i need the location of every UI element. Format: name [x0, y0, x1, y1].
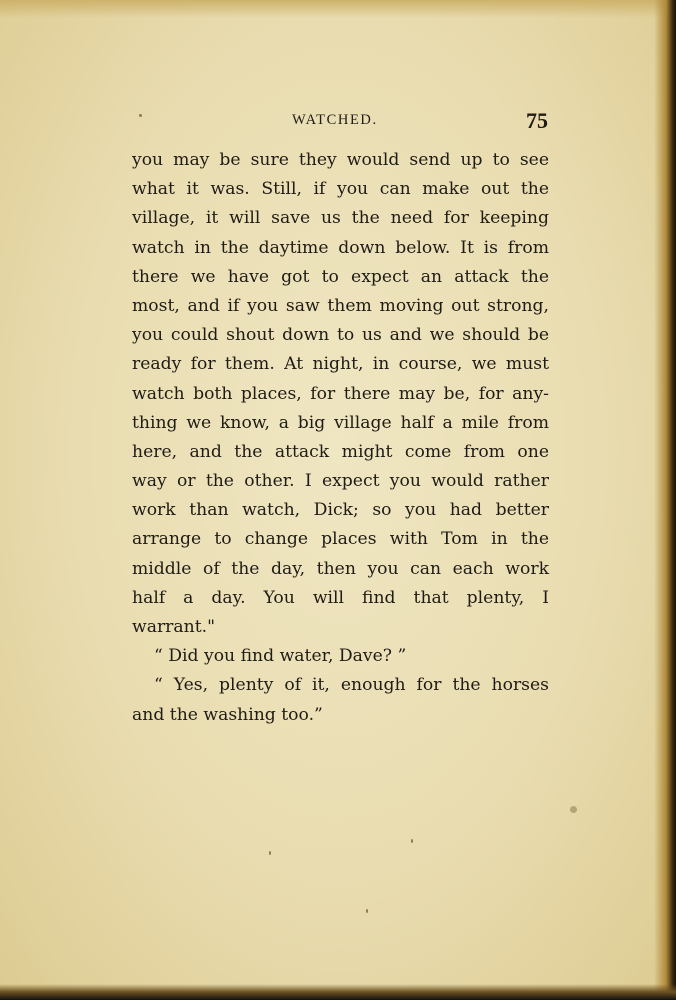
text-line: village, it will save us the need for keeping: [132, 208, 549, 229]
text-line: watch in the daytime down below. It is from: [132, 237, 549, 258]
page-binding-edge: [654, 0, 676, 1000]
paragraph-main: [132, 146, 549, 642]
text-line: you may be sure they would send up to see: [132, 150, 549, 170]
paper-speck: [570, 806, 577, 813]
paragraph-question: [132, 642, 549, 671]
paper-speck: [411, 839, 413, 843]
paragraph-answer: [132, 671, 549, 729]
text-line: “ Did you find water, Dave? ”: [154, 646, 407, 667]
running-head: [132, 110, 552, 136]
text-line: most, and if you saw them moving out strong,: [132, 295, 549, 316]
text-line: half a day. You will find that plenty, I: [132, 587, 549, 608]
text-line: watch both places, for there may be, for any-: [132, 383, 549, 404]
chapter-title: WATCHED.: [292, 112, 378, 128]
text-line: and the washing too.”: [132, 704, 323, 725]
text-line: work than watch, Dick; so you had better: [132, 500, 549, 521]
paper-speck: [139, 114, 142, 117]
text-line: there we have got to expect an attack the: [132, 266, 549, 287]
text-line: “ Yes, plenty of it, enough for the horses: [154, 675, 549, 696]
text-line: middle of the day, then you can each work: [132, 558, 549, 579]
text-line: here, and the attack might come from one: [132, 441, 549, 462]
text-line: arrange to change places with Tom in the: [132, 529, 549, 550]
text-line: way or the other. I expect you would rather: [132, 471, 549, 492]
text-line: warrant.": [132, 617, 215, 637]
body-text: [132, 146, 549, 730]
paper-speck: [366, 909, 368, 913]
page-bottom-edge: [0, 984, 676, 1000]
paper-speck: [269, 851, 271, 855]
page-number: 75: [526, 108, 548, 133]
page-top-shadow: [0, 0, 676, 18]
text-line: you could shout down to us and we should be: [132, 325, 549, 346]
text-line: thing we know, a big village half a mile from: [132, 412, 549, 433]
text-line: what it was. Still, if you can make out the: [132, 179, 549, 200]
text-line: ready for them. At night, in course, we must: [132, 354, 549, 375]
